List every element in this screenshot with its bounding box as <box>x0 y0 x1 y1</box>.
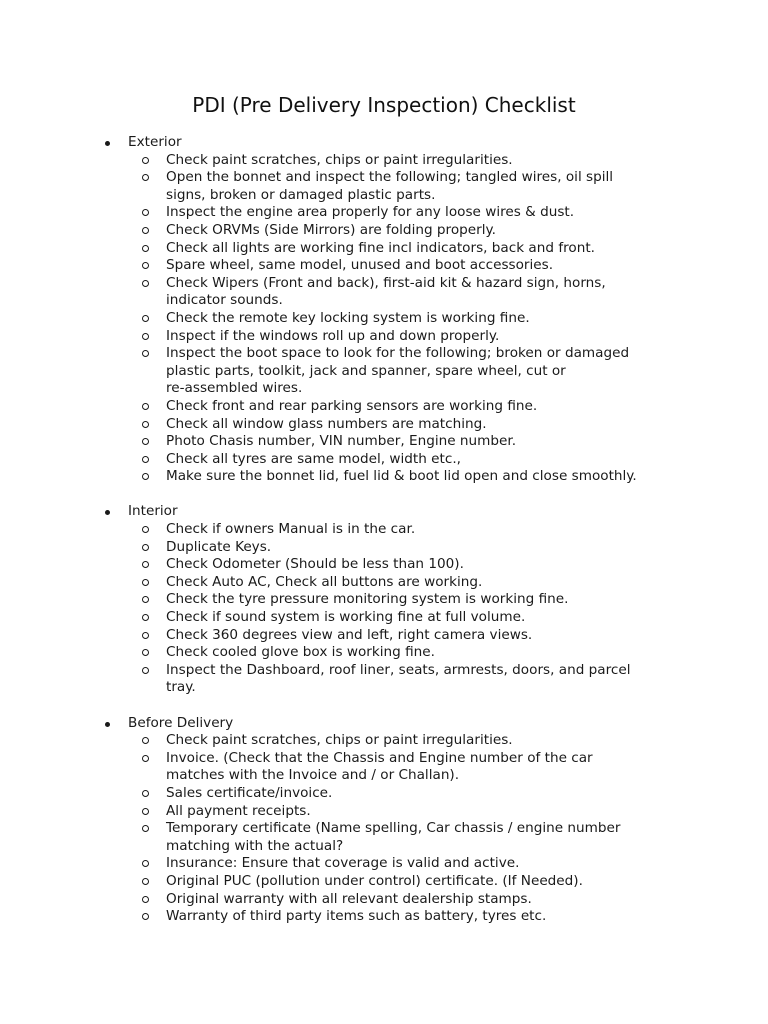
checklist-item-text: Make sure the bonnet lid, fuel lid & boot lid open and close smoothly. <box>166 468 637 485</box>
section-heading-text: Interior <box>128 503 178 520</box>
checklist-item <box>0 398 768 416</box>
checklist-item-text: Inspect the Dashboard, roof liner, seats, armrests, doors, and parcel tray. <box>166 661 631 696</box>
hollow-bullet-icon <box>142 790 149 797</box>
hollow-bullet-icon <box>142 860 149 867</box>
checklist-item <box>0 275 768 310</box>
checklist-item <box>0 556 768 574</box>
checklist-item-text: Check Odometer (Should be less than 100). <box>166 556 464 573</box>
checklist-item <box>0 644 768 662</box>
hollow-bullet-icon <box>142 878 149 885</box>
hollow-bullet-icon <box>142 245 149 252</box>
checklist-item-text: Sales certificate/invoice. <box>166 784 333 801</box>
checklist-item <box>0 609 768 627</box>
checklist-item-text: Spare wheel, same model, unused and boot accessories. <box>166 257 554 274</box>
checklist-section <box>0 715 768 926</box>
checklist-section <box>0 503 768 697</box>
checklist-item-text: All payment receipts. <box>166 802 311 819</box>
checklist-item <box>0 169 768 204</box>
hollow-bullet-icon <box>142 544 149 551</box>
hollow-bullet-icon <box>142 280 149 287</box>
checklist-item-text: Invoice. (Check that the Chassis and Engine number of the car matches with the Invoice and / or Challan). <box>166 749 593 784</box>
hollow-bullet-icon <box>142 456 149 463</box>
checklist-sections <box>0 134 768 943</box>
hollow-bullet-icon <box>142 403 149 410</box>
hollow-bullet-icon <box>142 632 149 639</box>
checklist-item-text: Inspect if the windows roll up and down properly. <box>166 327 500 344</box>
checklist-item-text: Check Wipers (Front and back), first-aid kit & hazard sign, horns, indicator sounds. <box>166 274 606 309</box>
hollow-bullet-icon <box>142 157 149 164</box>
checklist-item-text: Check all lights are working fine incl indicators, back and front. <box>166 239 595 256</box>
checklist-item <box>0 591 768 609</box>
checklist-item <box>0 345 768 398</box>
checklist-item <box>0 222 768 240</box>
hollow-bullet-icon <box>142 333 149 340</box>
checklist-item-text: Photo Chasis number, VIN number, Engine number. <box>166 433 517 450</box>
filled-bullet-icon <box>105 141 110 146</box>
hollow-bullet-icon <box>142 174 149 181</box>
section-heading-text: Before Delivery <box>128 714 234 731</box>
checklist-items <box>0 152 768 486</box>
checklist-item <box>0 310 768 328</box>
checklist-item <box>0 732 768 750</box>
hollow-bullet-icon <box>142 596 149 603</box>
checklist-item-text: Inspect the boot space to look for the following; broken or damaged plastic parts, toolkit, jack and spanner, spare wheel, cut or re-assembled wires. <box>166 345 630 397</box>
checklist-item-text: Check 360 degrees view and left, right camera views. <box>166 626 533 643</box>
hollow-bullet-icon <box>142 808 149 815</box>
checklist-item-text: Check cooled glove box is working fine. <box>166 644 435 661</box>
checklist-item-text: Check the tyre pressure monitoring system is working fine. <box>166 591 569 608</box>
checklist-item <box>0 873 768 891</box>
checklist-item-text: Duplicate Keys. <box>166 538 272 555</box>
checklist-item <box>0 468 768 486</box>
checklist-item-text: Check all window glass numbers are matching. <box>166 415 487 432</box>
hollow-bullet-icon <box>142 561 149 568</box>
checklist-item <box>0 803 768 821</box>
filled-bullet-icon <box>105 510 110 515</box>
hollow-bullet-icon <box>142 421 149 428</box>
checklist-item <box>0 662 768 697</box>
hollow-bullet-icon <box>142 649 149 656</box>
hollow-bullet-icon <box>142 825 149 832</box>
checklist-item <box>0 627 768 645</box>
checklist-item-text: Inspect the engine area properly for any loose wires & dust. <box>166 204 575 221</box>
checklist-item <box>0 433 768 451</box>
checklist-item <box>0 240 768 258</box>
section-heading <box>0 715 768 733</box>
hollow-bullet-icon <box>142 438 149 445</box>
checklist-item-text: Check front and rear parking sensors are working fine. <box>166 397 538 414</box>
filled-bullet-icon <box>105 722 110 727</box>
hollow-bullet-icon <box>142 579 149 586</box>
checklist-item <box>0 152 768 170</box>
checklist-item-text: Open the bonnet and inspect the following; tangled wires, oil spill signs, broken or damaged plastic parts. <box>166 169 614 203</box>
hollow-bullet-icon <box>142 315 149 322</box>
checklist-item <box>0 204 768 222</box>
hollow-bullet-icon <box>142 526 149 533</box>
checklist-item <box>0 785 768 803</box>
checklist-item-text: Check all tyres are same model, width etc., <box>166 450 461 467</box>
checklist-section <box>0 134 768 486</box>
checklist-item-text: Original warranty with all relevant dealership stamps. <box>166 890 532 907</box>
hollow-bullet-icon <box>142 350 149 357</box>
hollow-bullet-icon <box>142 896 149 903</box>
checklist-item-text: Check paint scratches, chips or paint irregularities. <box>166 151 513 168</box>
hollow-bullet-icon <box>142 913 149 920</box>
hollow-bullet-icon <box>142 209 149 216</box>
checklist-item-text: Warranty of third party items such as battery, tyres etc. <box>166 908 547 925</box>
hollow-bullet-icon <box>142 737 149 744</box>
hollow-bullet-icon <box>142 227 149 234</box>
checklist-item <box>0 855 768 873</box>
page-title: PDI (Pre Delivery Inspection) Checklist <box>192 93 576 117</box>
checklist-item <box>0 908 768 926</box>
checklist-item-text: Original PUC (pollution under control) certificate. (If Needed). <box>166 872 583 889</box>
section-heading <box>0 503 768 521</box>
hollow-bullet-icon <box>142 473 149 480</box>
checklist-item <box>0 820 768 855</box>
checklist-item-text: Check paint scratches, chips or paint irregularities. <box>166 732 513 749</box>
checklist-item-text: Check if owners Manual is in the car. <box>166 521 416 538</box>
checklist-item <box>0 416 768 434</box>
checklist-item-text: Insurance: Ensure that coverage is valid and active. <box>166 855 520 872</box>
hollow-bullet-icon <box>142 614 149 621</box>
checklist-item <box>0 750 768 785</box>
checklist-item-text: Check the remote key locking system is working fine. <box>166 309 530 326</box>
checklist-item <box>0 257 768 275</box>
checklist-item-text: Check if sound system is working fine at full volume. <box>166 609 526 626</box>
section-heading <box>0 134 768 152</box>
checklist-item-text: Check ORVMs (Side Mirrors) are folding properly. <box>166 221 496 238</box>
checklist-items <box>0 732 768 926</box>
checklist-item <box>0 891 768 909</box>
checklist-item <box>0 574 768 592</box>
hollow-bullet-icon <box>142 262 149 269</box>
section-heading-text: Exterior <box>128 134 182 150</box>
checklist-item-text: Check Auto AC, Check all buttons are working. <box>166 573 483 590</box>
hollow-bullet-icon <box>142 755 149 762</box>
checklist-item <box>0 521 768 539</box>
checklist-item <box>0 328 768 346</box>
checklist-items <box>0 521 768 697</box>
checklist-item <box>0 451 768 469</box>
checklist-item <box>0 539 768 557</box>
checklist-item-text: Temporary certificate (Name spelling, Car chassis / engine number matching with the actual? <box>166 820 621 854</box>
hollow-bullet-icon <box>142 667 149 674</box>
